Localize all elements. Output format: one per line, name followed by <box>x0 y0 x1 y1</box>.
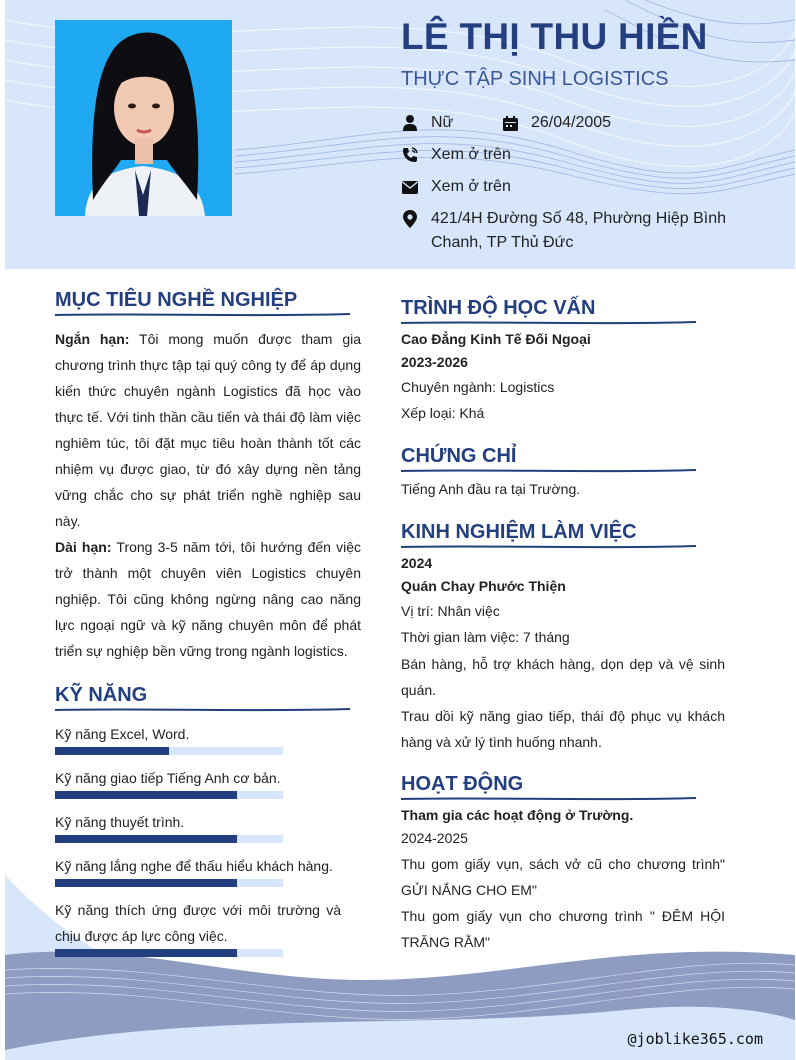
calendar-icon <box>501 111 519 135</box>
phone-icon <box>401 143 419 167</box>
skill-bar-fill <box>55 747 169 755</box>
education-title: TRÌNH ĐỘ HỌC VẤN <box>401 297 596 319</box>
activities-title: HOẠT ĐỘNG <box>401 773 524 795</box>
skill-label: Kỹ năng Excel, Word. <box>55 726 190 742</box>
experience-year: 2024 <box>401 555 433 571</box>
envelope-icon <box>401 175 419 199</box>
objective-underline <box>55 312 350 318</box>
education-underline <box>401 320 696 326</box>
email-row <box>401 175 511 199</box>
skill-bar <box>55 747 283 755</box>
location-pin-icon <box>401 207 419 231</box>
experience-desc-1: Bán hàng, hỗ trợ khách hàng, dọn dẹp và vệ sinh quán. <box>401 656 725 698</box>
watermark-text: @joblike365.com <box>627 1030 763 1048</box>
gender-value: Nữ <box>431 114 454 131</box>
education-grade: Xếp loại: Khá <box>401 405 485 421</box>
experience-underline <box>401 544 696 550</box>
education-major: Chuyên ngành: Logistics <box>401 379 555 395</box>
activity-item-2: Thu gom giấy vụn cho chương trình " ĐÊM HỘI TRĂNG RẰM" <box>401 908 725 950</box>
phone-row <box>401 143 511 167</box>
candidate-name: LÊ THỊ THU HIỀN <box>401 16 708 57</box>
objective-title: MỤC TIÊU NGHỀ NGHIỆP <box>55 289 298 311</box>
skill-bar <box>55 791 283 799</box>
birthdate-row <box>501 111 611 135</box>
skills-title: KỸ NĂNG <box>55 684 148 706</box>
experience-duration: Thời gian làm việc: 7 tháng <box>401 629 570 645</box>
address-row <box>401 207 751 255</box>
skill-label: Kỹ năng lắng nghe để thấu hiểu khách hàng. <box>55 858 333 874</box>
skill-bar-fill <box>55 791 237 799</box>
certificate-item: Tiếng Anh đầu ra tại Trường. <box>401 481 581 497</box>
cv-page <box>5 0 795 1060</box>
activities-underline <box>401 796 696 802</box>
person-icon <box>401 111 419 135</box>
skill-label: Kỹ năng thuyết trình. <box>55 814 185 830</box>
skill-bar <box>55 879 283 887</box>
email-value: Xem ở trên <box>431 178 511 195</box>
experience-desc-2: Trau dồi kỹ năng giao tiếp, thái độ phục vụ khách hàng và xử lý tình huống nhanh. <box>401 708 725 750</box>
education-school: Cao Đẳng Kinh Tế Đối Ngoại <box>401 331 591 347</box>
activities-heading: Tham gia các hoạt động ở Trường. <box>401 807 634 823</box>
birthdate-value: 26/04/2005 <box>531 114 612 131</box>
objective-short-term: Ngắn hạn: Tôi mong muốn được tham gia chương trình thực tập tại quý công ty để áp dụng kiến thức chuyên ngành Logistics đã học vào thực tế. Với tinh thần cầu tiến và thái độ làm việc nghiêm túc, tôi đặt mục tiêu hoàn thành tốt các nhiệm vụ được giao, từ đó xây dựng nền tảng vững chắc cho sự phát triển nghề nghiệp sau này. <box>55 331 361 529</box>
skill-label: Kỹ năng thích ứng được với môi trường và chịu được áp lực công việc. <box>55 902 341 944</box>
gender-row <box>401 111 453 135</box>
experience-company: Quán Chay Phước Thiện <box>401 578 566 594</box>
certificates-title: CHỨNG CHỈ <box>401 445 517 467</box>
experience-position: Vị trí: Nhân việc <box>401 603 500 619</box>
skill-bar-fill <box>55 879 237 887</box>
skill-bar-fill <box>55 949 237 957</box>
skill-bar <box>55 949 283 957</box>
skills-underline <box>55 707 350 713</box>
header <box>5 0 795 269</box>
education-years: 2023-2026 <box>401 354 468 370</box>
skill-bar <box>55 835 283 843</box>
skill-label: Kỹ năng giao tiếp Tiếng Anh cơ bản. <box>55 770 281 786</box>
phone-value: Xem ở trên <box>431 146 511 163</box>
activity-item-1: Thu gom giấy vụn, sách vở cũ cho chương trình" GỬI NẮNG CHO EM" <box>401 856 725 898</box>
candidate-role: THỰC TẬP SINH LOGISTICS <box>401 68 669 90</box>
activities-years: 2024-2025 <box>401 830 468 846</box>
certificates-underline <box>401 468 696 474</box>
profile-photo <box>55 20 232 216</box>
experience-title: KINH NGHIỆM LÀM VIỆC <box>401 521 637 543</box>
skill-bar-fill <box>55 835 237 843</box>
objective-long-term: Dài hạn: Trong 3-5 năm tới, tôi hướng đến việc trở thành một chuyên viên Logistics chuyên nghiệp. Tôi cũng không ngừng nâng cao năng lực ngoại ngữ và kỹ năng chuyên môn để phát triển sự nghiệp bền vững trong ngành logistics. <box>55 539 362 659</box>
address-value: 421/4H Đường Số 48, Phường Hiệp Bình Chanh, TP Thủ Đức <box>431 210 727 251</box>
